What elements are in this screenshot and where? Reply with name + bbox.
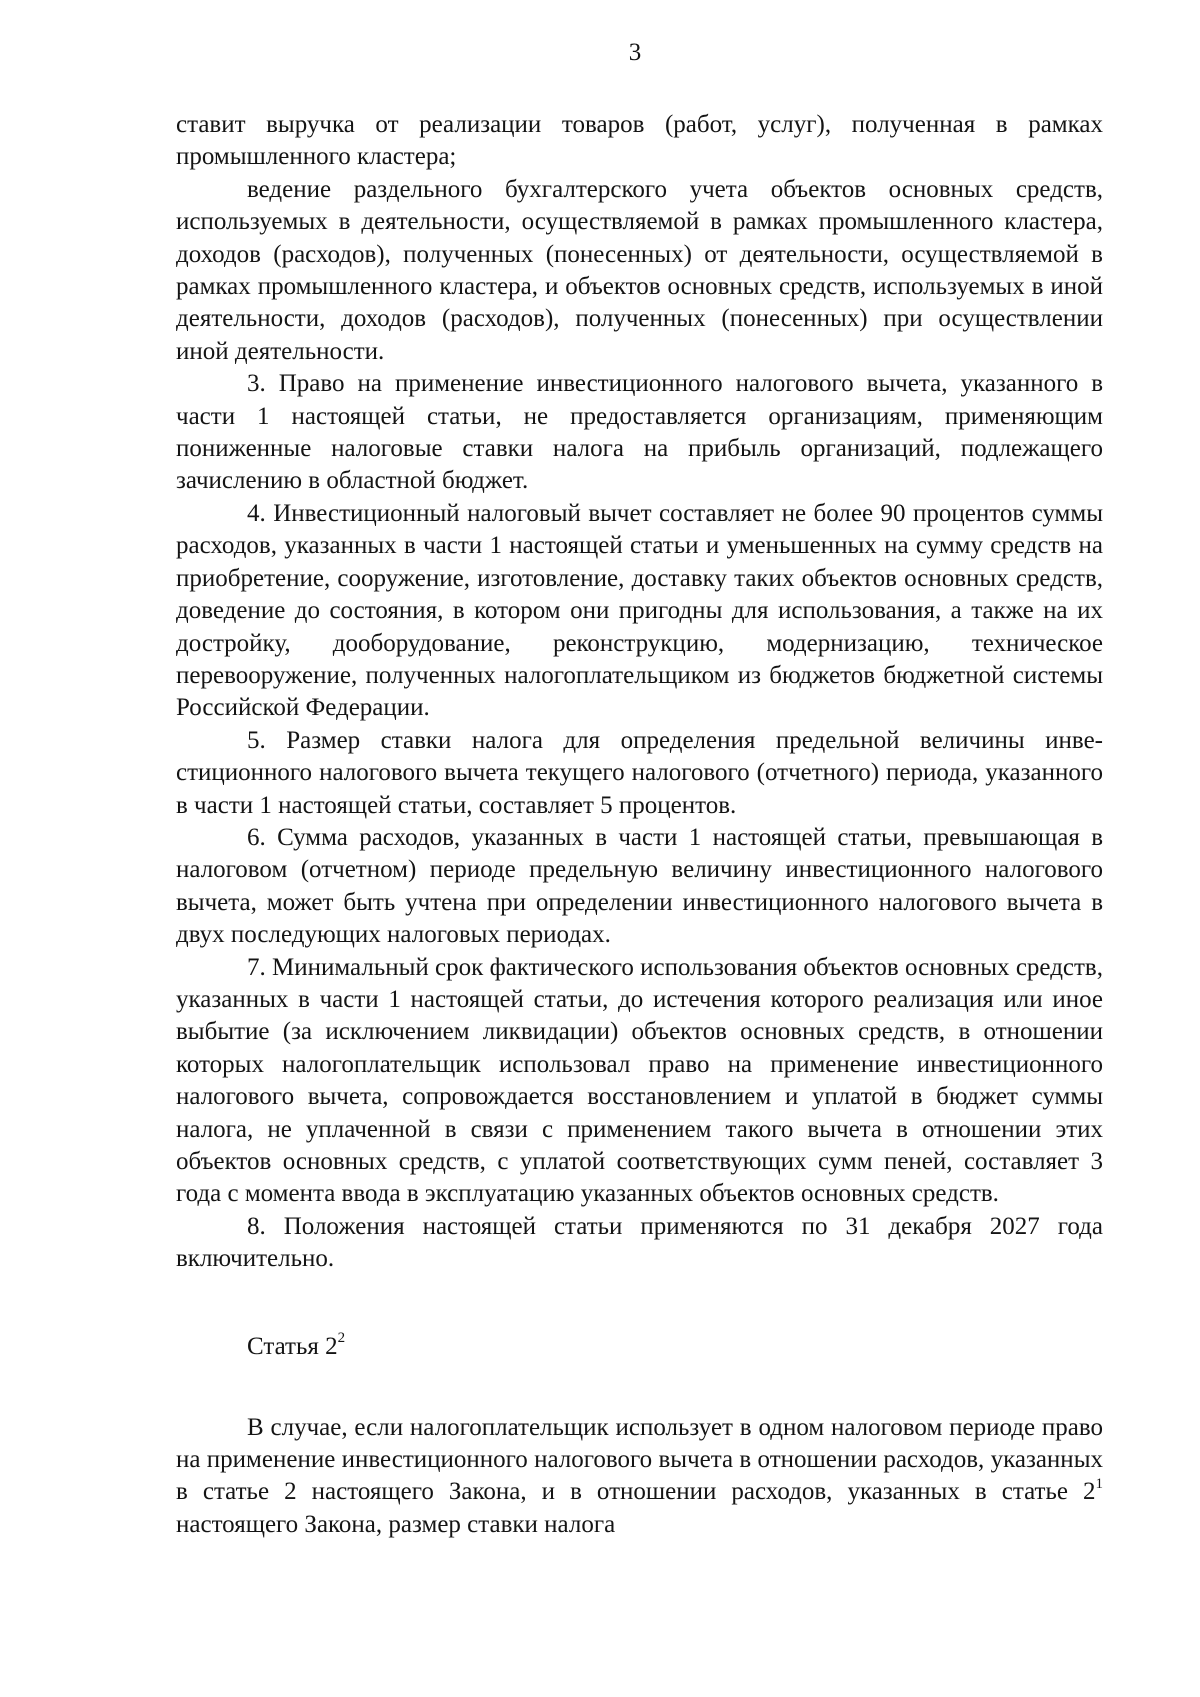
paragraph-separate-accounting: ведение раздельного бухгалтерского учета объектов основных средств, используемых в деятельности, осуществляемой в рамках промышленного кластера, доходов (расходов), полученных (понесенных) от деятельности, осуществляемой в рамках промышленного кластера, и объектов основных средств, используемых в иной деятельности, доходов (расходов), полученных (понесенных) при осуществлении иной деятельности. <box>176 175 1103 365</box>
paragraph-continuation: ставит выручка от реализации товаров (работ, услуг), полученная в рамках промышленного кластера; <box>176 111 1103 171</box>
document-body <box>176 109 1103 1541</box>
paragraph-clause-8: 8. Положения настоящей статьи применяются по 31 декабря 2027 года включительно. <box>176 1212 1103 1273</box>
article-heading-superscript: 2 <box>337 1330 346 1347</box>
paragraph-clause-6: 6. Сумма расходов, указанных в части 1 настоящей статьи, превышающая в налоговом (отчетном) периоде предельную величину инвестиционного налогового вычета, может быть учтена при определении инвестиционного налогового вычета в двух последующих налоговых периодах. <box>176 823 1103 949</box>
article-heading <box>176 1331 1103 1363</box>
paragraph-article-2-2 <box>176 1412 1103 1542</box>
final-paragraph-superscript: 1 <box>1095 1476 1103 1493</box>
paragraph-clause-5: 5. Размер ставки налога для определения предельной величины инвестиционного налогового вычета текущего налогового (отчетного) периода, указанного в части 1 настоящей статьи, составляет 5 процентов. <box>176 726 1103 819</box>
final-paragraph-part1: В случае, если налогоплательщик использует в одном налоговом периоде право на применение инвестиционного налогового вычета в отношении расходов, указанных в статье 2 настоящего Закона, и в отношении расходов, указанных в статье 2 <box>176 1413 1103 1506</box>
paragraph-clause-4: 4. Инвестиционный налоговый вычет составляет не более 90 процентов суммы расходов, указанных в части 1 настоящей статьи и уменьшенных на сумму средств на приобретение, сооружение, изготовление, доставку таких объектов основных средств, доведение до состояния, в котором они пригодны для использования, а также на их достройку, дооборудование, реконструкцию, модернизацию, техническое перевооружение, полученных налогоплательщиком из бюджетов бюджетной системы Российской Федерации. <box>176 499 1103 722</box>
final-paragraph-part2: настоящего Закона, размер ставки налога <box>176 1510 616 1538</box>
paragraph-clause-3: 3. Право на применение инвестиционного налогового вычета, указанного в части 1 настоящей статьи, не предоставляется организациям, применяющим пониженные налоговые ставки налога на прибыль организаций, подлежащего зачислению в областной бюджет. <box>176 370 1103 495</box>
page-number: 3 <box>628 39 642 66</box>
article-heading-label: Статья 2 <box>247 1332 338 1360</box>
paragraph-clause-7: 7. Минимальный срок фактического использования объектов основных средств, указанных в части 1 настоящей статьи, до истечения которого реализация или иное выбытие (за исключением ликвидации) объектов основных средств, в отношении которых налогоплательщик использовал право на применение инвестиционного налогового вычета, сопровождается восстановлением и уплатой в бюджет суммы налога, не уплаченной в связи с применением такого вычета в отношении этих объектов основных средств, с уплатой соответствующих сумм пеней, составляет 3 года с момента ввода в эксплуатацию указанных объектов основных средств. <box>176 953 1103 1208</box>
